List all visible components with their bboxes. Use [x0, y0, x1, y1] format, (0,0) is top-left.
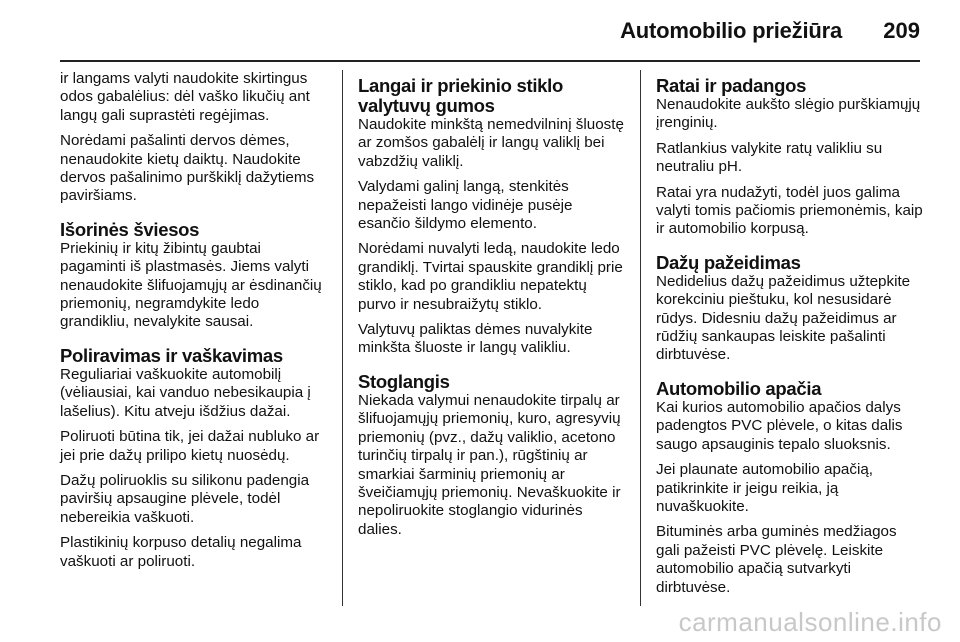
paragraph: ir langams valyti naudokite skirtingus odos gabalėlius: dėl vaško likučių ant langų gali suprastėti regėjimas. — [60, 70, 310, 124]
section-heading-windows: Langai ir priekinio stiklo valytuvų gumos — [358, 75, 563, 116]
paragraph: Niekada valymui nenaudokite tirpalų ar šlifuojamųjų priemonių, kuro, agresyvių priemonių (pvz., dažų valiklio, acetono turinčių tirpalų ir pan.), rūgštinių ar smarkiai šarminių priemonių ar šveičiamųjų priemonių. Nevaškuokite ir nepoliruokite stoglangio vidurinės dalies. — [358, 391, 621, 538]
section-heading-underbody: Automobilio apačia — [656, 377, 822, 399]
column-2 — [358, 70, 626, 546]
paragraph: Bituminės arba guminės medžiagos gali pažeisti PVC plėvelę. Leiskite automobilio apačią sutvarkyti dirbtuvėse. — [656, 523, 897, 596]
header-rule — [60, 60, 920, 62]
section-heading-sunroof: Stoglangis — [358, 370, 450, 392]
section-heading-exterior-lights: Išorinės šviesos — [60, 218, 200, 240]
page-header — [0, 0, 960, 58]
column-divider — [342, 70, 343, 606]
section-heading-paint-damage: Dažų pažeidimas — [656, 251, 801, 273]
paragraph: Poliruoti būtina tik, jei dažai nubluko ar jei prie dažų prilipo kietų nuosėdų. — [60, 428, 320, 464]
paragraph: Jei plaunate automobilio apačią, patikrinkite ir jeigu reikia, ją nuvaškuokite. — [656, 461, 873, 515]
paragraph: Reguliariai vaškuokite automobilį (vėliausiai, kai vanduo nebesikaupia į lašelius). Kitu atveju išdžius dažai. — [60, 365, 311, 420]
paragraph: Norėdami pašalinti dervos dėmes, nenaudokite kietų daiktų. Naudokite dervos pašalinimo purškiklį dažytiems paviršiams. — [60, 132, 315, 205]
page-title: Automobilio priežiūra — [620, 18, 842, 43]
column-divider — [640, 70, 641, 606]
column-1 — [60, 70, 328, 578]
paragraph: Dažų poliruoklis su silikonu padengia paviršių apsaugine plėvele, todėl nebereikia vaškuoti. — [60, 471, 310, 526]
paragraph: Ratai yra nudažyti, todėl juos galima valyti tomis pačiomis priemonėmis, kaip ir automobilio korpusą. — [656, 183, 923, 238]
paragraph: Priekinių ir kitų žibintų gaubtai pagaminti iš plastmasės. Jiems valyti nenaudokite šlifuojamųjų ar ėsdinančių priemonių, negramdykite ledo grandikliu, nevalykite sausai. — [60, 239, 322, 331]
watermark: carmanualsonline.info — [678, 607, 942, 637]
paragraph: Naudokite minkštą nemedvilninį šluostę ar zomšos gabalėlį ir langų valiklį bei vabzdžių valiklį. — [358, 116, 624, 170]
page-number: 209 — [883, 18, 920, 43]
paragraph: Nedidelius dažų pažeidimus užtepkite korekciniu pieštuku, kol nesusidarė rūdys. Didesniu dažų pažeidimus ar rūdžių sankaupas leiskite pašalinti dirbtuvėse. — [656, 272, 911, 364]
section-heading-wheels: Ratai ir padangos — [656, 75, 807, 96]
paragraph: Norėdami nuvalyti ledą, naudokite ledo grandiklį. Tvirtai spauskite grandiklį prie stiklo, kad po grandikliu nepatektų purvo ir nesubraižytų stiklo. — [358, 240, 623, 313]
paragraph: Valytuvų paliktas dėmes nuvalykite minkšta šluoste ir langų valikliu. — [358, 321, 593, 357]
paragraph: Plastikinių korpuso detalių negalima vaškuoti ar poliruoti. — [60, 534, 302, 570]
section-heading-polishing: Poliravimas ir vaškavimas — [60, 344, 283, 366]
paragraph: Nenaudokite aukšto slėgio purškiamųjų įrenginių. — [656, 96, 921, 132]
paragraph: Kai kurios automobilio apačios dalys padengtos PVC plėvele, o kitas dalis saugo apsauginis tepalo sluoksnis. — [656, 398, 903, 453]
column-3 — [656, 70, 924, 604]
paragraph: Ratlankius valykite ratų valikliu su neutraliu pH. — [656, 139, 883, 176]
paragraph: Valydami galinį langą, stenkitės nepažeisti lango vidinėje pusėje esančio šildymo elemento. — [358, 178, 573, 233]
